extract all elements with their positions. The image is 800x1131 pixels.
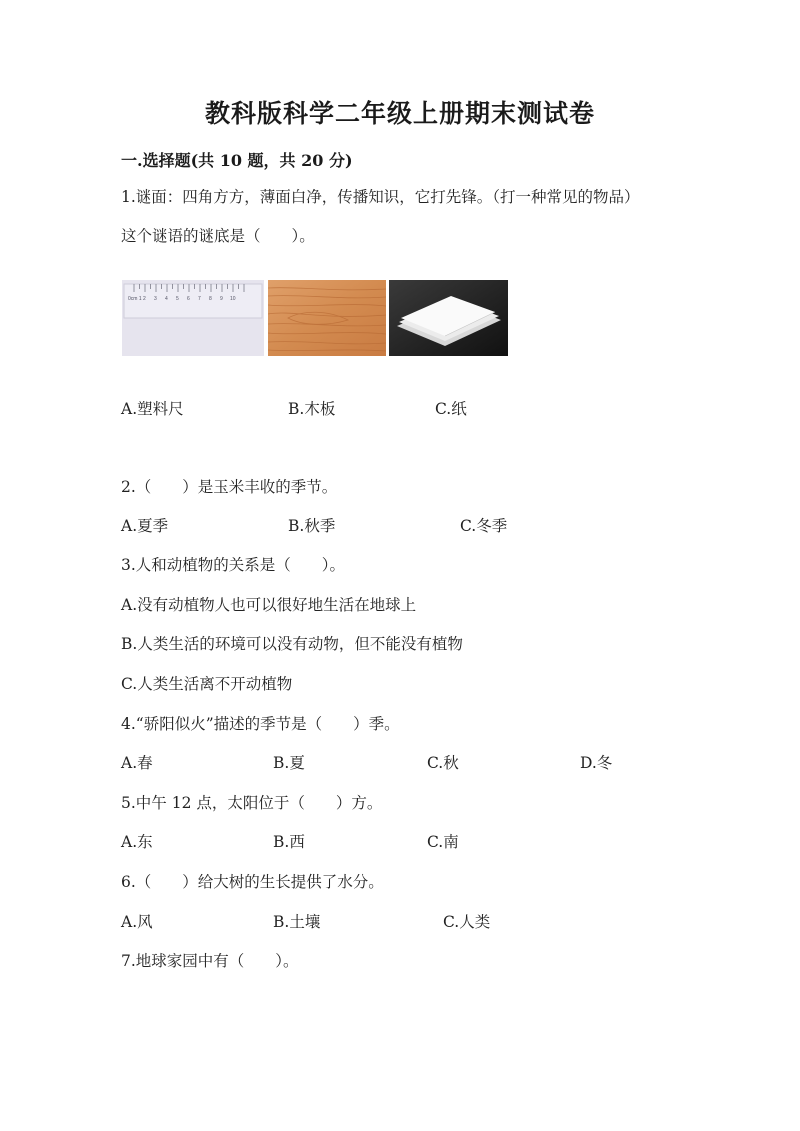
q5-stem: 5.中午 12 点，太阳位于（ ）方。 [121,794,383,812]
wood-board-image [268,280,386,356]
ruler-number: 10 [230,296,236,302]
q5-option-a[interactable]: A.东 [121,833,153,851]
ruler-number: 9 [220,296,223,302]
q1-option-c[interactable]: C.纸 [435,400,467,418]
q1-stem-line2: 这个谜语的谜底是（ ）。 [121,227,315,245]
q6-option-a[interactable]: A.风 [121,913,153,931]
q5-option-c[interactable]: C.南 [427,833,459,851]
ruler-number: 5 [176,296,179,302]
paper-image [389,280,508,356]
q3-option-b[interactable]: B.人类生活的环境可以没有动物，但不能没有植物 [121,635,463,653]
ruler-number: 2 [143,296,146,302]
q2-option-b[interactable]: B.秋季 [288,517,336,535]
ruler-number: 8 [209,296,212,302]
q6-option-b[interactable]: B.土壤 [273,913,321,931]
q2-stem: 2.（ ）是玉米丰收的季节。 [121,478,338,496]
q3-option-c[interactable]: C.人类生活离不开动植物 [121,675,293,693]
ruler-number: 4 [165,296,168,302]
q4-option-c[interactable]: C.秋 [427,754,459,772]
q2-option-c[interactable]: C.冬季 [460,517,508,535]
q1-option-b[interactable]: B.木板 [288,400,336,418]
q3-stem: 3.人和动植物的关系是（ ）。 [121,556,346,574]
q3-option-a[interactable]: A.没有动植物人也可以很好地生活在地球上 [121,596,417,614]
ruler-number: 3 [154,296,157,302]
q2-option-a[interactable]: A.夏季 [121,517,169,535]
q4-stem: 4.“骄阳似火”描述的季节是（ ）季。 [121,715,400,733]
q6-stem: 6.（ ）给大树的生长提供了水分。 [121,873,384,891]
ruler-number: 7 [198,296,201,302]
q5-option-b[interactable]: B.西 [273,833,305,851]
ruler-image [122,280,264,356]
q4-option-d[interactable]: D.冬 [580,754,613,772]
q4-option-b[interactable]: B.夏 [273,754,305,772]
section-heading: 一.选择题(共 10 题，共 20 分) [121,151,353,170]
q1-stem-line1: 1.谜面：四角方方，薄面白净，传播知识，它打先锋。（打一种常见的物品） [121,188,640,206]
q4-option-a[interactable]: A.春 [121,754,153,772]
ruler-number: 0cm 1 [128,296,142,302]
q7-stem: 7.地球家园中有（ ）。 [121,952,299,970]
page-title: 教科版科学二年级上册期末测试卷 [204,99,595,128]
q6-option-c[interactable]: C.人类 [443,913,491,931]
q1-option-a[interactable]: A.塑料尺 [121,400,184,418]
ruler-number: 6 [187,296,190,302]
